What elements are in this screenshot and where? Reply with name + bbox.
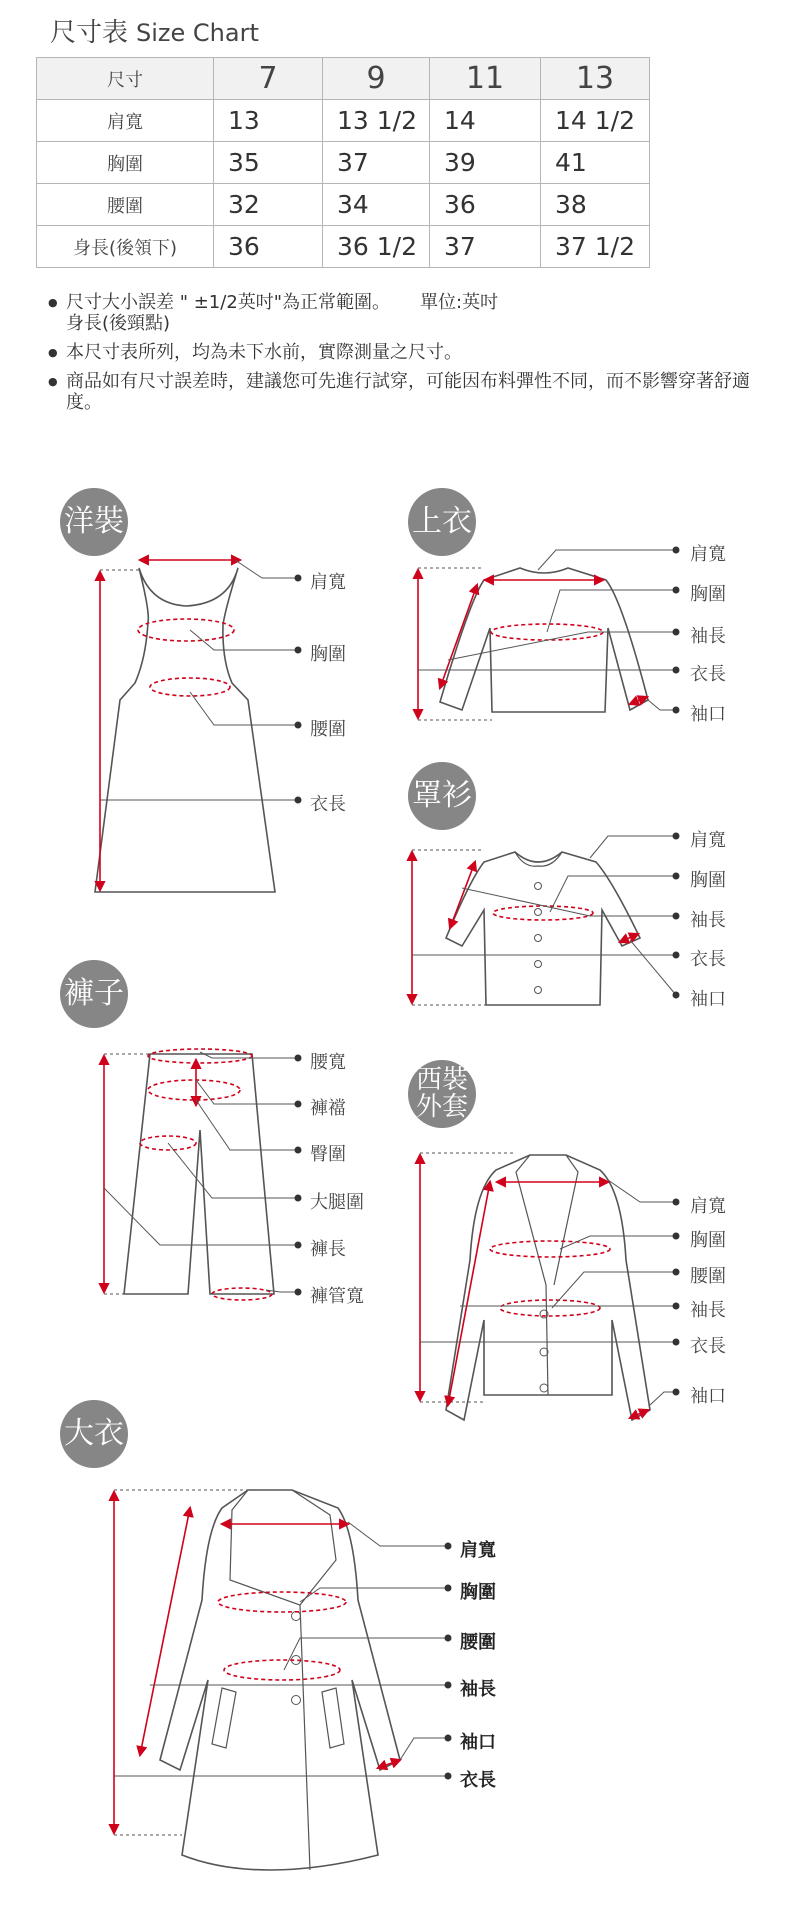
table-cell: 37 xyxy=(323,142,430,184)
note-unit: 單位:英吋 xyxy=(420,292,499,313)
header-cell: 11 xyxy=(430,58,541,100)
note-text: 身長(後頸點) xyxy=(66,313,171,334)
label-thigh: 大腿圍 xyxy=(310,1192,364,1213)
title-en: Size Chart xyxy=(136,19,259,47)
table-cell: 39 xyxy=(430,142,541,184)
label-inseam: 褲長 xyxy=(310,1239,346,1260)
header-cell: 9 xyxy=(323,58,430,100)
table-cell: 36 xyxy=(430,184,541,226)
table-cell: 41 xyxy=(541,142,650,184)
label-chest: 胸圍 xyxy=(460,1582,496,1603)
section-badge-coat: 大衣 xyxy=(60,1400,128,1468)
note-text: 商品如有尺寸誤差時，建議您可先進行試穿，可能因布料彈性不同，而不影響穿著舒適度。 xyxy=(66,371,750,413)
table-cell: 36 1/2 xyxy=(323,226,430,268)
label-length: 衣長 xyxy=(690,1336,726,1357)
label-sleeve-length: 袖長 xyxy=(690,1300,726,1321)
row-label: 身長(後領下) xyxy=(37,226,214,268)
label-sleeve-length: 袖長 xyxy=(690,910,726,931)
label-chest: 胸圍 xyxy=(690,870,726,891)
label-waist: 腰圍 xyxy=(690,1266,726,1287)
table-cell: 34 xyxy=(323,184,430,226)
label-shoulder-width: 肩寬 xyxy=(690,544,726,565)
label-shoulder-width: 肩寬 xyxy=(690,1196,726,1217)
row-label: 腰圍 xyxy=(37,184,214,226)
section-badge-dress: 洋裝 xyxy=(60,488,128,556)
label-leg-opening: 褲管寬 xyxy=(310,1286,364,1307)
label-cuff: 袖口 xyxy=(690,989,726,1010)
top-drawing xyxy=(418,547,680,721)
label-chest: 胸圍 xyxy=(690,584,726,605)
table-cell: 36 xyxy=(214,226,323,268)
table-cell: 35 xyxy=(214,142,323,184)
label-shoulder-width: 肩寬 xyxy=(310,572,346,593)
note-text: 本尺寸表所列，均為未下水前，實際測量之尺寸。 xyxy=(66,342,462,363)
label-rise: 褲襠 xyxy=(310,1098,346,1119)
table-cell: 37 1/2 xyxy=(541,226,650,268)
label-length: 衣長 xyxy=(690,949,726,970)
table-cell: 13 1/2 xyxy=(323,100,430,142)
coat-drawing xyxy=(114,1490,452,1870)
header-cell: 7 xyxy=(214,58,323,100)
header-cell: 13 xyxy=(541,58,650,100)
label-cuff: 袖口 xyxy=(690,704,726,725)
label-length: 衣長 xyxy=(690,664,726,685)
note-text: 尺寸大小誤差 " ±1/2英吋"為正常範圍。 xyxy=(66,292,391,313)
dress-drawing xyxy=(95,560,302,892)
label-chest: 胸圍 xyxy=(690,1230,726,1251)
title-zh: 尺寸表 xyxy=(50,18,129,48)
table-cell: 14 1/2 xyxy=(541,100,650,142)
label-shoulder-width: 肩寬 xyxy=(690,830,726,851)
label-waist-width: 腰寬 xyxy=(310,1052,346,1073)
label-cuff: 袖口 xyxy=(460,1732,496,1753)
section-badge-suit: 西裝外套 xyxy=(408,1060,476,1128)
blouse-drawing xyxy=(412,833,680,1006)
label-length: 衣長 xyxy=(310,794,346,815)
label-waist: 腰圍 xyxy=(460,1632,496,1653)
row-label: 胸圍 xyxy=(37,142,214,184)
suit-drawing xyxy=(420,1153,680,1420)
label-chest: 胸圍 xyxy=(310,644,346,665)
label-shoulder-width: 肩寬 xyxy=(460,1540,496,1561)
label-sleeve-length: 袖長 xyxy=(690,626,726,647)
section-badge-blouse: 罩衫 xyxy=(408,762,476,830)
table-cell: 13 xyxy=(214,100,323,142)
table-cell: 38 xyxy=(541,184,650,226)
table-cell: 14 xyxy=(430,100,541,142)
label-cuff: 袖口 xyxy=(690,1386,726,1407)
section-badge-top: 上衣 xyxy=(408,488,476,556)
header-cell: 尺寸 xyxy=(37,58,214,100)
pants-drawing xyxy=(104,1049,302,1300)
table-cell: 37 xyxy=(430,226,541,268)
row-label: 肩寬 xyxy=(37,100,214,142)
label-sleeve-length: 袖長 xyxy=(460,1679,496,1700)
table-cell: 32 xyxy=(214,184,323,226)
label-hip: 臀圍 xyxy=(310,1144,346,1165)
section-badge-pants: 褲子 xyxy=(60,960,128,1028)
label-waist: 腰圍 xyxy=(310,719,346,740)
label-length: 衣長 xyxy=(460,1770,496,1791)
